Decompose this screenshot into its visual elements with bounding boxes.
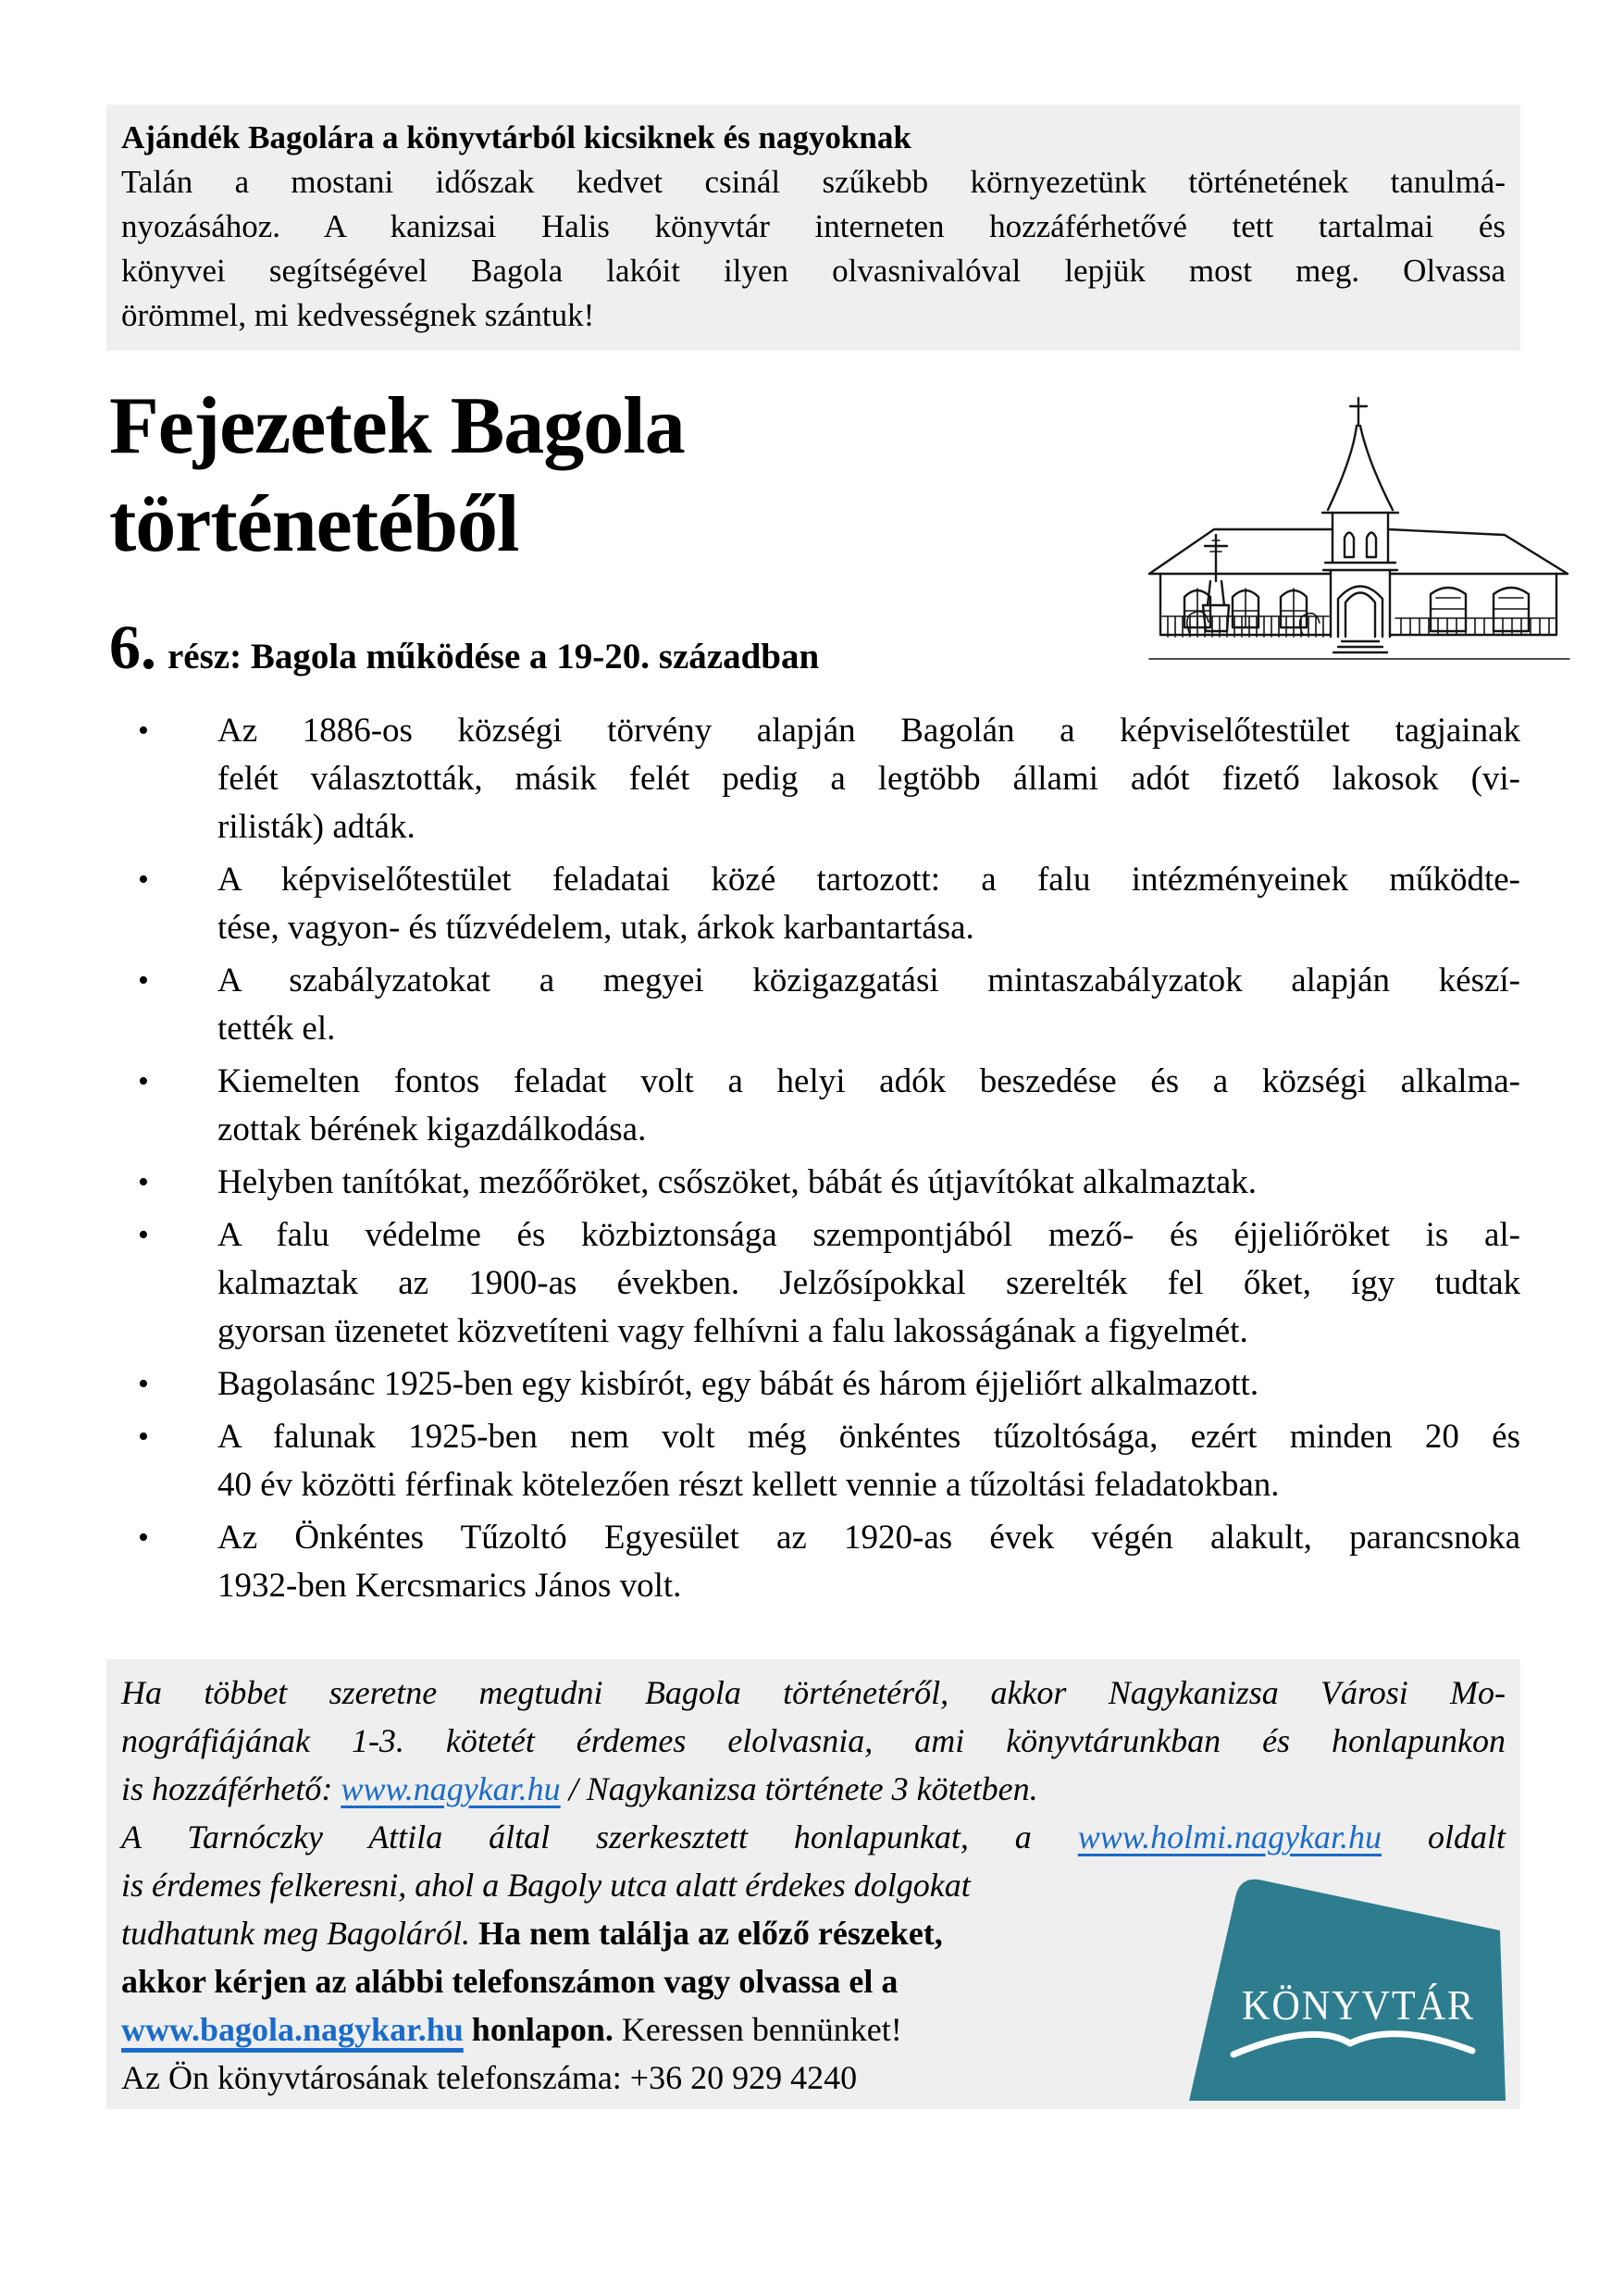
fact-item xyxy=(106,957,1520,1053)
text-line: tése, vagyon- és tűzvédelem, utak, árkok karbantartása. xyxy=(217,909,974,947)
text-line: tették el. xyxy=(217,1010,336,1048)
bullet-marker: • xyxy=(138,714,149,748)
text-line: gyorsan üzenetet közvetíteni vagy felhívni a falu lakosságának a figyelmét. xyxy=(217,1312,1248,1350)
text-line: nyozásához. A kanizsai Halis könyvtár interneten hozzáférhetővé tett tartalmai és xyxy=(121,208,1506,244)
title-line-1: Fejezetek Bagola xyxy=(109,381,685,471)
part-number: 6. xyxy=(109,612,156,682)
fact-item xyxy=(106,856,1520,952)
text-line: Bagolasánc 1925-ben egy kisbírót, egy bábát és három éjjeliőrt alkalmazott. xyxy=(217,1365,1259,1403)
text-segment: Keressen bennünket! xyxy=(613,2011,902,2048)
text-line xyxy=(121,1765,1506,1813)
text-line: 40 év közötti férfinak kötelezően részt kellett vennie a tűzoltási feladatokban. xyxy=(217,1466,1280,1504)
bullet-marker: • xyxy=(138,1218,149,1252)
bullet-marker: • xyxy=(138,863,149,897)
fact-item xyxy=(106,1413,1520,1509)
text-line xyxy=(121,1813,1506,1861)
text-line: Az Önkéntes Tűzoltó Egyesület az 1920-as évek végén alakult, parancsnoka xyxy=(217,1519,1520,1557)
text-line: Helyben tanítókat, mezőőröket, csőszöket, bábát és útjavítókat alkalmaztak. xyxy=(217,1163,1257,1201)
text-segment: akkor kérjen az alábbi telefonszámon vagy olvassa el a xyxy=(121,1963,899,2000)
page-title xyxy=(109,378,685,574)
church-drawing xyxy=(1136,389,1582,677)
inline-link[interactable]: www.nagykar.hu xyxy=(341,1770,561,1807)
intro-box xyxy=(106,105,1520,351)
text-line: A falu védelme és közbiztonsága szempontjából mező- és éjjeliőröket is al- xyxy=(217,1216,1520,1254)
title-line-2: történetéből xyxy=(109,479,519,569)
text-segment: is hozzáférhető: xyxy=(121,1770,341,1807)
text-line: zottak bérének kigazdálkodása. xyxy=(217,1111,647,1148)
fact-item xyxy=(106,707,1520,851)
footer-box xyxy=(106,1659,1520,2109)
inline-link[interactable]: www.holmi.nagykar.hu xyxy=(1077,1818,1382,1855)
library-logo xyxy=(1185,1873,1511,2103)
bullet-marker: • xyxy=(138,1367,149,1401)
inline-link[interactable]: www.bagola.nagykar.hu xyxy=(121,2011,464,2048)
part-heading xyxy=(109,611,819,684)
fact-item xyxy=(106,1211,1520,1356)
bullet-marker: • xyxy=(138,1064,149,1098)
bullet-marker: • xyxy=(138,1420,149,1454)
fact-item xyxy=(106,1360,1520,1409)
crucifix-monument xyxy=(1187,535,1320,635)
church-porch xyxy=(1331,570,1390,652)
church-tower xyxy=(1323,513,1397,570)
text-segment: A Tarnóczky Attila által szerkesztett honlapunkat, a xyxy=(121,1818,1078,1855)
text-line: örömmel, mi kedvességnek szántuk! xyxy=(121,297,595,333)
church-spire xyxy=(1322,398,1398,513)
text-line: Kiemelten fontos feladat volt a helyi adók beszedése és a községi alkalma- xyxy=(217,1062,1520,1100)
church-left-wing xyxy=(1149,529,1333,635)
text-line xyxy=(121,1717,1506,1765)
text-segment: oldalt xyxy=(1382,1818,1506,1855)
text-line: A szabályzatokat a megyei közigazgatási mintaszabályzatok alapján készí- xyxy=(217,962,1520,999)
facts-list xyxy=(106,707,1520,1615)
bullet-marker: • xyxy=(138,963,149,998)
text-segment: Ha többet szeretne megtudni Bagola történetéről, akkor Nagykanizsa Városi Mo- xyxy=(121,1674,1506,1711)
text-line: A képviselőtestület feladatai közé tartozott: a falu intézményeinek működte- xyxy=(217,861,1520,899)
part-label: rész: Bagola működése a 19-20. században xyxy=(167,637,820,676)
text-line: könyvei segítségével Bagola lakóit ilyen olvasnivalóval lepjük most meg. Olvassa xyxy=(121,253,1506,289)
church-right-wing xyxy=(1388,529,1568,635)
text-line: 1932-ben Kercsmarics János volt. xyxy=(217,1567,682,1605)
text-line: A falunak 1925-ben nem volt még önkéntes tűzoltósága, ezért minden 20 és xyxy=(217,1418,1520,1456)
text-segment: Ha nem találja az előző részeket, xyxy=(477,1915,943,1952)
text-line: felét választották, másik felét pedig a legtöbb állami adót fizető lakosok (vi- xyxy=(217,760,1520,798)
intro-text xyxy=(121,160,1506,338)
text-segment: Az Ön könyvtárosának telefonszáma: +36 20 929 4240 xyxy=(121,2059,858,2096)
text-segment: tudhatunk meg Bagoláról. xyxy=(121,1915,478,1952)
logo-label: KÖNYVTÁR xyxy=(1242,1982,1475,2029)
text-line: Talán a mostani időszak kedvet csinál szűkebb környezetünk történetének tanulmá- xyxy=(121,164,1506,200)
text-segment: is érdemes felkeresni, ahol a Bagoly utca alatt érdekes dolgokat xyxy=(121,1867,971,1904)
text-segment: nográfiájának 1-3. kötetét érdemes elolvasnia, ami könyvtárunkban és honlapunkon xyxy=(121,1722,1506,1759)
fact-item xyxy=(106,1159,1520,1207)
fact-item xyxy=(106,1514,1520,1610)
text-segment: / Nagykanizsa története 3 kötetben. xyxy=(560,1770,1038,1807)
text-line: kalmaztak az 1900-as években. Jelzősípokkal szerelték fel őket, így tudtak xyxy=(217,1264,1520,1302)
intro-heading: Ajándék Bagolára a könyvtárból kicsiknek és nagyoknak xyxy=(121,119,911,155)
fact-item xyxy=(106,1058,1520,1154)
text-segment: honlapon. xyxy=(463,2011,614,2048)
text-line: Az 1886-os községi törvény alapján Bagolán a képviselőtestület tagjainak xyxy=(217,712,1520,750)
bullet-marker: • xyxy=(138,1520,149,1555)
text-line: rilisták) adták. xyxy=(217,808,415,846)
text-line xyxy=(121,1669,1506,1717)
bullet-marker: • xyxy=(138,1165,149,1199)
